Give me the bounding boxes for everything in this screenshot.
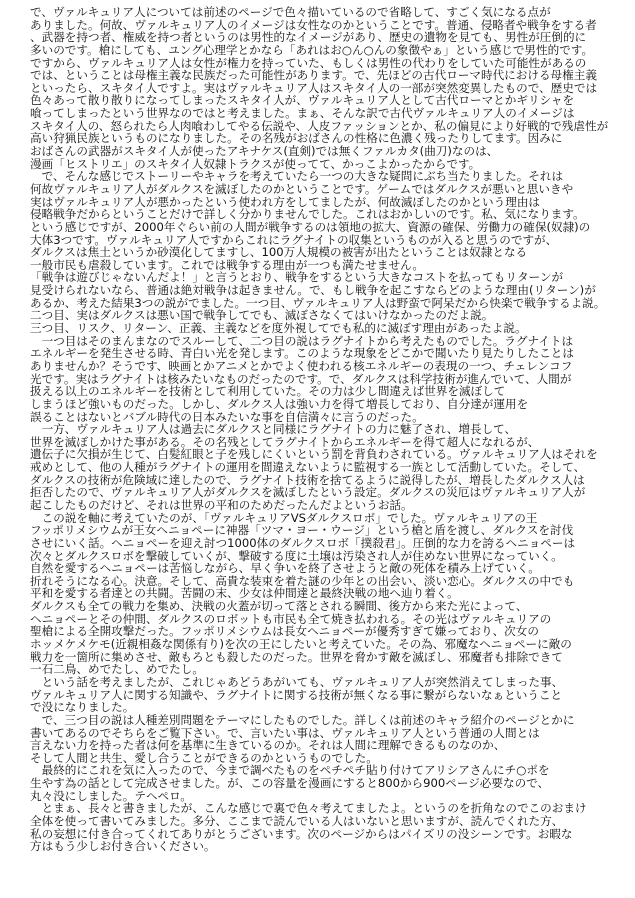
text-line: 起こしたものだけど、それは世界の平和のためだったんだよというお話。 xyxy=(30,497,413,512)
text-line: 漫画「ヒストリエ」のスキタイ人奴隷トラクスが使ってて、かっこよかったからです。 xyxy=(30,156,481,171)
text-line: 折れそうになる心。決意。そして、高貴な装束を着た謎の少年との出会い、淡い恋心。ダルクスの中でも xyxy=(30,573,575,588)
text-line: 最終的にこれを気に入ったので、今まで調べたものをペチペチ貼り付けてアリシアさんにチ○ポを xyxy=(30,763,550,778)
text-line: しまうほど強いものだった。しかし、ダルクス人は強い力を得て増長しており、自分達が運用を xyxy=(30,396,529,411)
text-line: そして人間と共生、愛し合うことができるのかというものでした。 xyxy=(30,750,378,765)
text-line: 見受けられないなら、普通は絶対戦争は起きません。で、もし戦争を起こすならどのような理由(リターン)が xyxy=(30,283,596,298)
text-line: 拒否したので、ヴァルキュリア人がダルクスを滅ぼしたという設定。ダルクスの災厄はヴァルキュリア人が xyxy=(30,485,586,500)
text-line: 戒めとして、他の人種がラグナイトの運用を間違えないように監視する一族として活動していた。そして、 xyxy=(30,460,586,475)
text-line: ですから、ヴァルキュリア人は女性が権力を持っていた、もしくは男性の代わりをしていた可能性があるの xyxy=(30,55,587,70)
text-line: で没になりました。 xyxy=(30,700,135,715)
text-line: おばさんの武器がスキタイ人が使ったアキナケス(直剣)では無くファルカタ(曲刀)なのは、 xyxy=(30,144,499,159)
text-line: 光です。実はラグナイトは核みたいなものだったのです。で、ダルクスは科学技術が進んでいて、人間が xyxy=(30,371,572,386)
text-line: 色々あって散り散りになってしまったスキタイ人が、ヴァルキュリア人として古代ローマとかギリシャを xyxy=(30,93,575,108)
text-line: 世界を滅ぼしかけた事がある。その名残としてラグナイトからエネルギーを得て超人になれるが、 xyxy=(30,434,540,449)
text-line: あるか、考えた結果3つの説がでました。一つ目、ヴァルキュリア人は野蛮で阿呆だから快楽で戦争するよ説。 xyxy=(30,295,606,310)
text-line: 全体を使って書いてみました。多分、ここまで読んでいる人はいないと思いますが、読んでくれた方、 xyxy=(30,814,564,828)
text-line: 書いてあるのでそちらをご覧下さい。で、言いたい事は、ヴァルキュリア人という普通の人間とは xyxy=(30,725,540,740)
text-line: 遺伝子に欠損が生じて、白髪紅眼と子を残しにくいという罰を背負わされている。ヴァルキュリア人はそれを xyxy=(30,447,598,462)
text-line: 何故ヴァルキュリア人がダルクスを滅ぼしたのかということです。ゲームではダルクスが悪いと思いきや xyxy=(30,181,574,196)
text-line: とまぁ、長々と書きましたが、こんな感じで裏で色々考えてましたよ。というのを折角なのでこのおまけ xyxy=(30,801,587,816)
text-line: エネルギーを発生させる時、青白い光を発します。このような現象をどこかで聞いたり見たりしたことは xyxy=(30,346,574,361)
text-line: といったら、スキタイ人ですよ。実はヴァルキュリア人はスキタイ人の一部が突然変異したもので、歴史では xyxy=(30,80,598,95)
text-line: という話を考えましたが、これじゃあどうあがいても、ヴァルキュリア人が突然消えてしまった事、 xyxy=(30,674,564,689)
text-line: 平和を愛する者達との共闘。苦闘の末、少女は仲間達と最終決戦の地へ辿り着く。 xyxy=(30,586,459,601)
text-line: 方はもう少しお付き合いください。 xyxy=(30,839,216,854)
text-line: この説を軸に考えていたのが、「ヴァルキュリアVSダルクスロボ」でした。ヴァルキュリアの王 xyxy=(30,510,538,525)
text-line: 侵略戦争だからということだけで詳しく分かりませんでした。これはおかしいのです。私、気になります。 xyxy=(30,207,585,222)
text-line: 誤ることはないとバブル時代の日本みたいな事を自信満々に言うのだった。 xyxy=(30,409,424,424)
text-line: ダルクスは焦土というか砂漠化してますし、100万人規模の被害が出たということは奴隷となる xyxy=(30,245,528,260)
text-line: ダルクスの技術が危険域に達したので、ラグナイト技術を捨てるように説得したが、増長したダルクス人は xyxy=(30,472,585,487)
text-line: では、ということは母権主義な民族だった可能性があります。で、先ほどの古代ローマ時代における母権主義 xyxy=(30,68,597,83)
text-line: 言えない力を持った者は何を基準に生きているのか。それは人間に理解できるものなのか、 xyxy=(30,738,506,753)
text-line: ヴァルキュリア人に関する知識や、ラグナイトに関する技術が無くなる事に繋がらないなぁということ xyxy=(30,687,563,702)
text-line: させにいく話。ヘニョペーを迎え討つ1000体のダルクスロボ「撲殺君」。圧倒的な力を誇るヘニョペーは xyxy=(30,535,576,550)
text-line: 二つ目、実はダルクスは悪い国で戦争してでも、滅ぼさなくてはいけなかったのだよ説。 xyxy=(30,308,494,323)
text-line: 三つ目、リスク、リターン、正義、主義などを度外視してでも私的に滅ぼす理由があったよ説。 xyxy=(30,321,527,336)
text-line: 一石二鳥、めでたし、めでたし。 xyxy=(30,662,204,677)
text-line: 実はヴァルキュリア人が悪かったという使われ方をしてましたが、何故滅ぼしたのかという理由は xyxy=(30,194,541,209)
text-line: ホッメケメケモ(近親相姦な関係有り)を次の王にしたいと考えていた。その為、邪魔なヘニョペーに敵の xyxy=(30,637,572,652)
text-line: 丸々没にしました。テヘペロ。 xyxy=(30,788,192,803)
text-line: 「戦争は遊びじゃないんだよ！」と言うとおり、戦争をするという大きなコストを払ってもリターンが xyxy=(30,270,564,285)
text-line: 高い狩猟民族というものになりました。その名残がおばさんの性格に色濃く残ったりしてます。因みに xyxy=(30,131,563,146)
body-text xyxy=(30,6,612,853)
text-line: フッポリメシウムが王女ヘニョペーに神器「ツマ・ヨー・ウージ」という槍と盾を渡し、ダルクスを討伐 xyxy=(30,523,574,538)
text-line: ヘニョペーとその仲間、ダルクスのロボットも市民も全て焼き払われる。その光はヴァルキュリアの xyxy=(30,611,552,626)
text-line: 扱える以上のエネルギーを技術として利用していた。その力は少し間違えば世界を滅ぼして xyxy=(30,384,506,399)
text-line: で、ヴァルキュリア人については前述のページで色々描いているので省略して、すごく気になる点が xyxy=(30,5,551,19)
text-line: 自然を愛するヘニョペーは苦悩しながら、早く争いを終了させようと敵の死体を積み上げていく。 xyxy=(30,561,540,576)
text-line: ダルクスも全ての戦力を集め、決戦の火蓋が切って落とされる瞬間、後方から来た光によって、 xyxy=(30,599,528,614)
text-line: スキタイ人の、怒られたら人肉喰わしてやる伝説や、人皮ファッションとか、私の偏見により好戦的で残虐性が xyxy=(30,118,609,133)
text-line: 生やす為の話として完成させました。が、この容量を漫画にすると800から900ページ必要なので、 xyxy=(30,776,550,791)
text-line: 、武器を持つ者、権威を持つ者というのは男性的なイメージがあり、歴史の遺物を見ても、男性が圧倒的に xyxy=(30,30,587,45)
text-line: 聖槍による全開攻撃だった。フッポリメシウムは長女ヘニョペーが優秀すぎて嫌っており、次女の xyxy=(30,624,539,639)
text-line: 大体3つです。ヴァルキュリア人ですからこれにラグナイトの収集というものが入ると思うのですが、 xyxy=(30,232,558,247)
text-line: ありませんか？そうです、映画とかアニメとかでよく使われる核エネルギーの表現の一つ、チェレンコフ xyxy=(30,358,573,373)
text-line: 私の妄想に付き合ってくれてありがとうございます。次のページからはパイズリの没シーンです。お暇な xyxy=(30,826,573,841)
text-line: 一方、ヴァルキュリア人は過去にダルクスと同様にラグナイトの力に魅了され、増長して、 xyxy=(30,422,517,437)
text-line: で、三つ目の説は人種差別問題をテーマにしたものでした。詳しくは前述のキャラ紹介のページとかに xyxy=(30,712,575,727)
text-line: という感じですが、2000年ぐらい前の人間が戦争するのは領地の拡大、資源の確保、労働力の確保(奴隷)の xyxy=(30,219,591,234)
text-line: 一般市民も虐殺しています。これでは戦争する理由が一つも満たせません。 xyxy=(30,257,424,272)
text-line: 戦力を一箇所に集めさせ、敵もろとも殺したのだった。世界を脅かす敵を滅ぼし、邪魔者も排除できて xyxy=(30,649,563,664)
text-line: 一つ目はそのまんまなのでスルーして、二つ目の説はラグナイトから考えたものでした。ラグナイトは xyxy=(30,333,574,348)
text-line: で、そんな感じでストーリーやキャラを考えていたら一つの大きな疑問にぶち当たりました。それは xyxy=(30,169,564,184)
text-line: 次々とダルクスロボを撃破していくが、撃破する度に土壌は汚染され人が住めない世界になっていく。 xyxy=(30,548,563,563)
text-line: 多いのです。槍にしても、ユング心理学とかなら「あれはお○ん○んの象徴やぁ」という感じで男性的です。 xyxy=(30,42,594,57)
text-line: ありました。何故、ヴァルキュリア人のイメージは女性なのかということです。普通、侵略者や戦争をする者 xyxy=(30,17,597,32)
text-line: 喰ってしまったという世界なのではと考えました。まぁ、そんな訳で古代ヴァルキュリア人のイメージは xyxy=(30,106,575,121)
